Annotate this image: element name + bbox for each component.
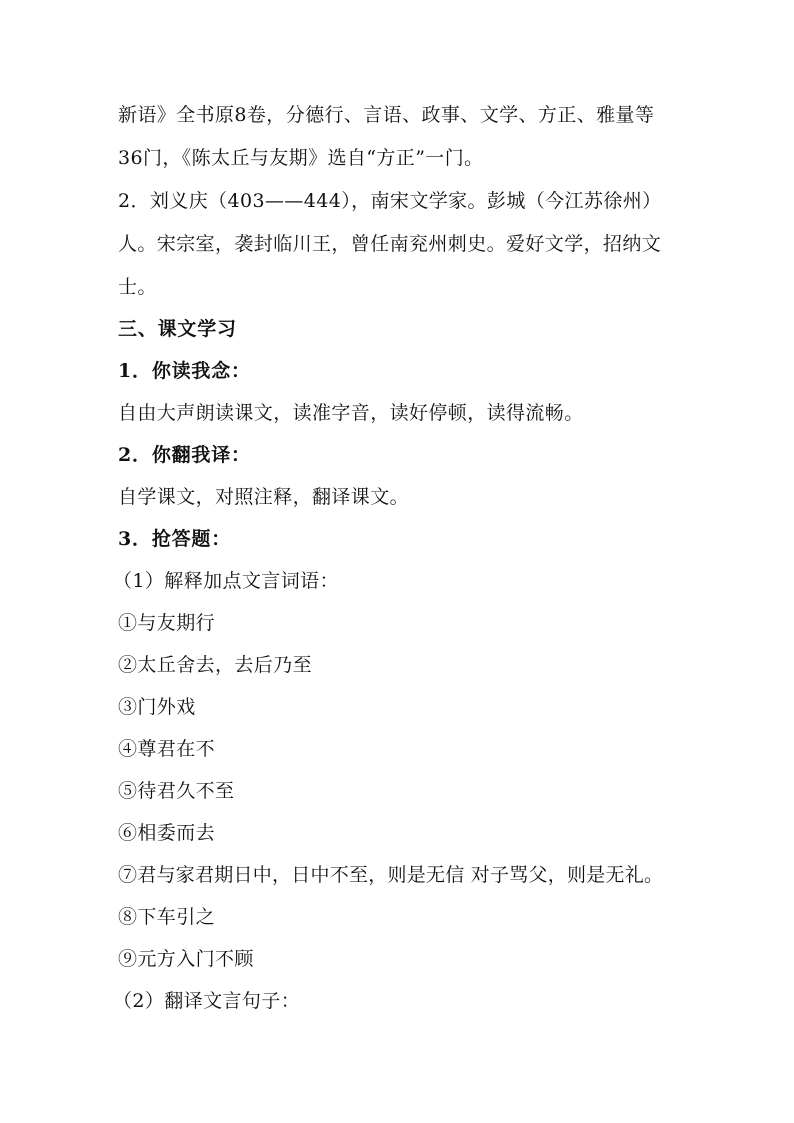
phrase-item: ⑤待君久不至	[118, 780, 235, 802]
paragraph-author-line-3: 士。	[118, 276, 157, 298]
phrase-item: ④尊君在不	[118, 738, 216, 760]
phrase-item: ⑥相委而去	[118, 822, 216, 844]
question-3-sub1-label: （1）解释加点文言词语：	[113, 570, 339, 592]
paragraph-intro-line-2: 36门，《陈太丘与友期》选自“方正”一门。	[118, 147, 484, 169]
phrase-item: ②太丘舍去，去后乃至	[118, 654, 313, 676]
section-title: 三、课文学习	[118, 318, 237, 340]
phrase-item: ①与友期行	[118, 612, 216, 634]
phrase-item: ③门外戏	[118, 696, 196, 718]
item-1-text: 自由大声朗读课文，读准字音，读好停顿，读得流畅。	[118, 402, 584, 424]
question-3-heading: 3．抢答题：	[118, 528, 232, 550]
item-2-heading: 2．你翻我译：	[118, 444, 251, 466]
phrase-item: ⑧下车引之	[118, 906, 216, 928]
paragraph-author-line-1: 2．刘义庆（403——444），南宋文学家。彭城（今江苏徐州）	[118, 190, 662, 212]
phrase-item: ⑦君与家君期日中，日中不至，则是无信 对子骂父，则是无礼。	[118, 864, 664, 886]
phrase-item: ⑨元方入门不顾	[118, 948, 254, 970]
item-1-heading: 1．你读我念：	[118, 360, 251, 382]
paragraph-author-line-2: 人。宋宗室，袭封临川王，曾任南兖州刺史。爱好文学，招纳文	[118, 233, 662, 255]
question-3-sub2-label: （2）翻译文言句子：	[113, 990, 301, 1012]
paragraph-intro-line-1: 新语》全书原8卷，分德行、言语、政事、文学、方正、雅量等	[118, 104, 655, 126]
item-2-text: 自学课文，对照注释，翻译课文。	[118, 486, 410, 508]
